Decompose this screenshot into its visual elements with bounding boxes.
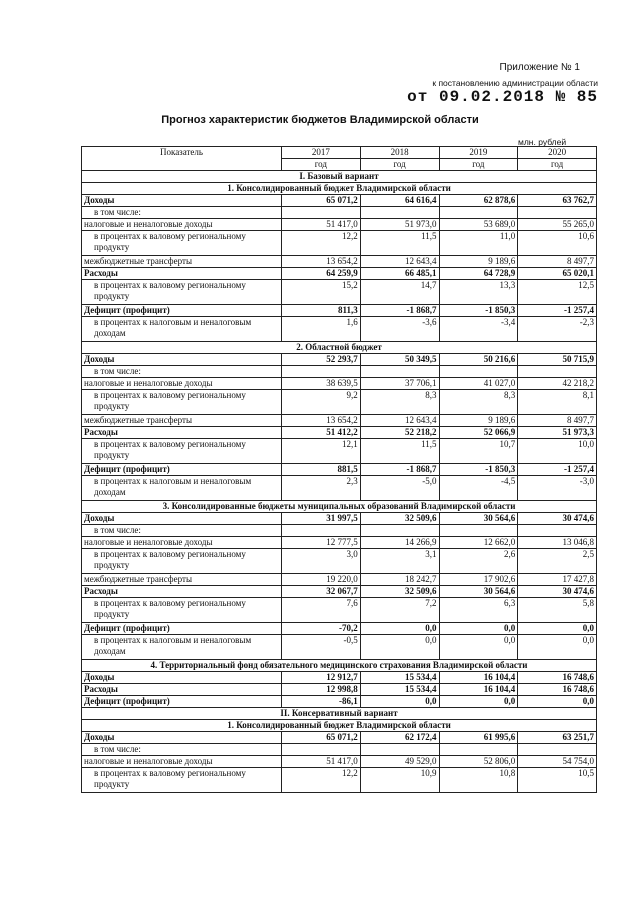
value-cell: 11,5 (360, 231, 439, 256)
value-cell: -70,2 (282, 623, 361, 635)
header-year-word: год (439, 159, 518, 171)
header-year: 2020 (518, 147, 597, 159)
value-cell: 15 534,4 (360, 672, 439, 684)
value-cell: -4,5 (439, 476, 518, 501)
row-label: в процентах к валовому региональному продукту (82, 768, 282, 793)
value-cell: 12,5 (518, 280, 597, 305)
header-year: 2018 (360, 147, 439, 159)
table-row (82, 684, 597, 696)
value-cell: 38 639,5 (282, 378, 361, 390)
table-row (82, 354, 597, 366)
value-cell: 50 715,9 (518, 354, 597, 366)
value-cell: 0,0 (518, 623, 597, 635)
value-cell: 62 172,4 (360, 732, 439, 744)
row-label: в том числе: (82, 525, 282, 537)
value-cell: 2,5 (518, 549, 597, 574)
value-cell: 8 497,7 (518, 256, 597, 268)
value-cell: 65 071,2 (282, 732, 361, 744)
value-cell (360, 366, 439, 378)
value-cell: 9,2 (282, 390, 361, 415)
row-label: в процентах к налоговым и неналоговым доходам (82, 635, 282, 660)
value-cell: 10,6 (518, 231, 597, 256)
value-cell: 50 216,6 (439, 354, 518, 366)
value-cell: 6,3 (439, 598, 518, 623)
value-cell: 30 564,6 (439, 586, 518, 598)
table-row (82, 586, 597, 598)
document-title: Прогноз характеристик бюджетов Владимирской области (161, 114, 479, 126)
value-cell: 0,0 (360, 623, 439, 635)
table-row (82, 744, 597, 756)
value-cell: 63 251,7 (518, 732, 597, 744)
value-cell (282, 207, 361, 219)
value-cell: 9 189,6 (439, 256, 518, 268)
value-cell: 881,5 (282, 464, 361, 476)
table-row (82, 696, 597, 708)
value-cell: -3,0 (518, 476, 597, 501)
row-label: межбюджетные трансферты (82, 574, 282, 586)
value-cell: 0,0 (518, 696, 597, 708)
value-cell: 16 748,6 (518, 672, 597, 684)
value-cell: 13 046,8 (518, 537, 597, 549)
row-label: Дефицит (профицит) (82, 623, 282, 635)
header-year: 2019 (439, 147, 518, 159)
value-cell: 10,5 (518, 768, 597, 793)
value-cell: 12 662,0 (439, 537, 518, 549)
value-cell: 14,7 (360, 280, 439, 305)
value-cell: 10,0 (518, 439, 597, 464)
table-row (82, 427, 597, 439)
table-row (82, 756, 597, 768)
table-body (82, 171, 597, 793)
value-cell: 32 067,7 (282, 586, 361, 598)
value-cell: 30 474,6 (518, 513, 597, 525)
table-row (82, 219, 597, 231)
value-cell: 49 529,0 (360, 756, 439, 768)
value-cell: 10,9 (360, 768, 439, 793)
value-cell: 0,0 (439, 623, 518, 635)
table-row (82, 598, 597, 623)
value-cell (439, 744, 518, 756)
value-cell: 17 902,6 (439, 574, 518, 586)
section-title: I. Базовый вариант (82, 171, 597, 183)
header-year: 2017 (282, 147, 361, 159)
value-cell: -86,1 (282, 696, 361, 708)
table-row (82, 672, 597, 684)
value-cell: 12,2 (282, 768, 361, 793)
header-indicator: Показатель (82, 147, 282, 171)
row-label: Дефицит (профицит) (82, 305, 282, 317)
row-label: Доходы (82, 732, 282, 744)
section-row (82, 501, 597, 513)
value-cell: 51 973,0 (360, 219, 439, 231)
value-cell (518, 744, 597, 756)
table-row (82, 525, 597, 537)
row-label: налоговые и неналоговые доходы (82, 219, 282, 231)
value-cell (518, 207, 597, 219)
value-cell: 10,8 (439, 768, 518, 793)
row-label: Доходы (82, 354, 282, 366)
table-row (82, 305, 597, 317)
table-row (82, 195, 597, 207)
value-cell: -1 850,3 (439, 305, 518, 317)
value-cell (518, 525, 597, 537)
value-cell: 61 995,6 (439, 732, 518, 744)
value-cell: 15 534,4 (360, 684, 439, 696)
value-cell: 0,0 (518, 635, 597, 660)
table-row (82, 439, 597, 464)
value-cell: 11,0 (439, 231, 518, 256)
row-label: Доходы (82, 195, 282, 207)
value-cell (360, 744, 439, 756)
section-title: 2. Областной бюджет (82, 342, 597, 354)
value-cell (282, 525, 361, 537)
row-label: в процентах к валовому региональному продукту (82, 549, 282, 574)
value-cell: -1 257,4 (518, 305, 597, 317)
value-cell: 53 689,0 (439, 219, 518, 231)
decree-number-stamp: от 09.02.2018 № 85 (407, 88, 598, 106)
value-cell: 42 218,2 (518, 378, 597, 390)
value-cell: 13 654,2 (282, 256, 361, 268)
value-cell (282, 366, 361, 378)
value-cell: 30 474,6 (518, 586, 597, 598)
value-cell: 64 728,9 (439, 268, 518, 280)
decree-label: к постановлению администрации области (432, 78, 598, 88)
row-label: межбюджетные трансферты (82, 256, 282, 268)
value-cell: 2,3 (282, 476, 361, 501)
section-title: II. Консервативный вариант (82, 708, 597, 720)
row-label: Дефицит (профицит) (82, 464, 282, 476)
value-cell: -5,0 (360, 476, 439, 501)
header-year-word: год (518, 159, 597, 171)
value-cell: 13,3 (439, 280, 518, 305)
value-cell: 64 616,4 (360, 195, 439, 207)
value-cell: 31 997,5 (282, 513, 361, 525)
value-cell (282, 744, 361, 756)
row-label: в процентах к налоговым и неналоговым доходам (82, 476, 282, 501)
value-cell: 8,3 (360, 390, 439, 415)
value-cell: 9 189,6 (439, 415, 518, 427)
value-cell (439, 366, 518, 378)
section-row (82, 342, 597, 354)
value-cell: 16 104,4 (439, 684, 518, 696)
value-cell: 8,3 (439, 390, 518, 415)
section-title: 1. Консолидированный бюджет Владимирской области (82, 183, 597, 195)
row-label: в процентах к валовому региональному продукту (82, 390, 282, 415)
section-title: 1. Консолидированный бюджет Владимирской области (82, 720, 597, 732)
value-cell: 30 564,6 (439, 513, 518, 525)
value-cell: 62 878,6 (439, 195, 518, 207)
value-cell: 12,2 (282, 231, 361, 256)
value-cell (360, 207, 439, 219)
units-label: млн. рублей (518, 137, 567, 147)
row-label: в том числе: (82, 207, 282, 219)
value-cell: 811,3 (282, 305, 361, 317)
value-cell: 11,5 (360, 439, 439, 464)
value-cell: 51 412,2 (282, 427, 361, 439)
table-row (82, 415, 597, 427)
row-label: в процентах к валовому региональному продукту (82, 280, 282, 305)
row-label: Доходы (82, 672, 282, 684)
value-cell: 12 643,4 (360, 415, 439, 427)
value-cell: -2,3 (518, 317, 597, 342)
value-cell: 19 220,0 (282, 574, 361, 586)
value-cell: -0,5 (282, 635, 361, 660)
value-cell: 12,1 (282, 439, 361, 464)
row-label: Расходы (82, 427, 282, 439)
value-cell: 63 762,7 (518, 195, 597, 207)
row-label: в процентах к валовому региональному продукту (82, 439, 282, 464)
row-label: Дефицит (профицит) (82, 696, 282, 708)
row-label: Расходы (82, 586, 282, 598)
section-row (82, 171, 597, 183)
appendix-label: Приложение № 1 (499, 62, 580, 73)
section-row (82, 720, 597, 732)
value-cell: -3,4 (439, 317, 518, 342)
value-cell: 37 706,1 (360, 378, 439, 390)
row-label: Доходы (82, 513, 282, 525)
value-cell: -1 257,4 (518, 464, 597, 476)
row-label: межбюджетные трансферты (82, 415, 282, 427)
value-cell: 8 497,7 (518, 415, 597, 427)
section-title: 4. Территориальный фонд обязательного медицинского страхования Владимирской области (82, 660, 597, 672)
value-cell: 55 265,0 (518, 219, 597, 231)
value-cell: 65 020,1 (518, 268, 597, 280)
value-cell: 17 427,8 (518, 574, 597, 586)
table-row (82, 768, 597, 793)
value-cell: 66 485,1 (360, 268, 439, 280)
value-cell: 51 417,0 (282, 756, 361, 768)
value-cell (439, 525, 518, 537)
value-cell: 52 293,7 (282, 354, 361, 366)
value-cell: 54 754,0 (518, 756, 597, 768)
section-title: 3. Консолидированные бюджеты муниципальных образований Владимирской области (82, 501, 597, 513)
table-row (82, 378, 597, 390)
value-cell: 41 027,0 (439, 378, 518, 390)
table-row (82, 635, 597, 660)
value-cell: 18 242,7 (360, 574, 439, 586)
table-row (82, 231, 597, 256)
table-row (82, 623, 597, 635)
value-cell: -1 868,7 (360, 305, 439, 317)
value-cell: 50 349,5 (360, 354, 439, 366)
table-row (82, 280, 597, 305)
value-cell: 0,0 (360, 696, 439, 708)
value-cell: 0,0 (439, 635, 518, 660)
table-row (82, 732, 597, 744)
value-cell: 2,6 (439, 549, 518, 574)
row-label: в том числе: (82, 744, 282, 756)
value-cell (360, 525, 439, 537)
value-cell: 65 071,2 (282, 195, 361, 207)
value-cell: 14 266,9 (360, 537, 439, 549)
value-cell (439, 207, 518, 219)
budget-forecast-table (81, 146, 597, 793)
table-row (82, 476, 597, 501)
table-row (82, 317, 597, 342)
value-cell: 16 104,4 (439, 672, 518, 684)
table-row (82, 574, 597, 586)
table-row (82, 366, 597, 378)
header-year-word: год (282, 159, 361, 171)
value-cell: 51 973,3 (518, 427, 597, 439)
table-row (82, 207, 597, 219)
table-row (82, 268, 597, 280)
value-cell: 13 654,2 (282, 415, 361, 427)
row-label: в процентах к налоговым и неналоговым доходам (82, 317, 282, 342)
value-cell: 15,2 (282, 280, 361, 305)
value-cell: 0,0 (439, 696, 518, 708)
value-cell: 1,6 (282, 317, 361, 342)
table-row (82, 537, 597, 549)
value-cell: 16 748,6 (518, 684, 597, 696)
row-label: в процентах к валовому региональному продукту (82, 598, 282, 623)
section-row (82, 660, 597, 672)
table-row (82, 513, 597, 525)
value-cell: 7,6 (282, 598, 361, 623)
row-label: Расходы (82, 268, 282, 280)
value-cell: 10,7 (439, 439, 518, 464)
section-row (82, 708, 597, 720)
row-label: в том числе: (82, 366, 282, 378)
value-cell: 7,2 (360, 598, 439, 623)
row-label: налоговые и неналоговые доходы (82, 756, 282, 768)
table-header-row (82, 147, 597, 159)
row-label: Расходы (82, 684, 282, 696)
value-cell: 12 998,8 (282, 684, 361, 696)
value-cell: -3,6 (360, 317, 439, 342)
value-cell: 0,0 (360, 635, 439, 660)
section-row (82, 183, 597, 195)
value-cell: 32 509,6 (360, 586, 439, 598)
value-cell: 3,1 (360, 549, 439, 574)
table-row (82, 256, 597, 268)
value-cell: 3,0 (282, 549, 361, 574)
value-cell: 5,8 (518, 598, 597, 623)
row-label: налоговые и неналоговые доходы (82, 378, 282, 390)
value-cell: 64 259,9 (282, 268, 361, 280)
value-cell: 52 066,9 (439, 427, 518, 439)
table-row (82, 390, 597, 415)
row-label: в процентах к валовому региональному продукту (82, 231, 282, 256)
value-cell: 12 912,7 (282, 672, 361, 684)
value-cell: 8,1 (518, 390, 597, 415)
value-cell (518, 366, 597, 378)
value-cell: -1 850,3 (439, 464, 518, 476)
header-year-word: год (360, 159, 439, 171)
table-row (82, 464, 597, 476)
row-label: налоговые и неналоговые доходы (82, 537, 282, 549)
value-cell: 52 806,0 (439, 756, 518, 768)
value-cell: 52 218,2 (360, 427, 439, 439)
value-cell: 12 777,5 (282, 537, 361, 549)
table-row (82, 549, 597, 574)
value-cell: 51 417,0 (282, 219, 361, 231)
value-cell: 32 509,6 (360, 513, 439, 525)
value-cell: -1 868,7 (360, 464, 439, 476)
value-cell: 12 643,4 (360, 256, 439, 268)
